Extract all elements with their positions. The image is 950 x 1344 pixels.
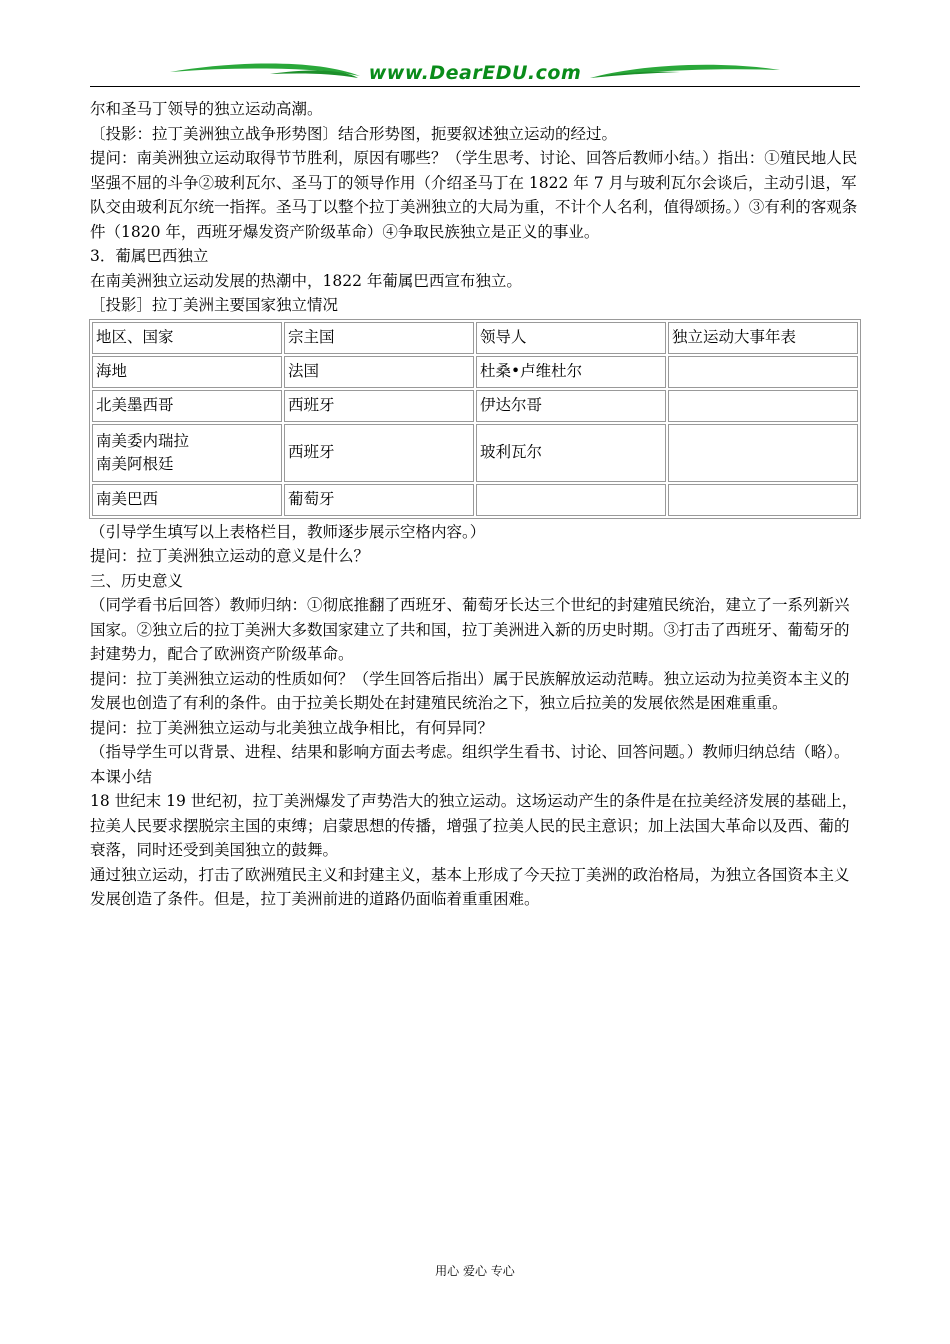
section-heading: 3．葡属巴西独立 [90, 247, 209, 265]
table-row [92, 390, 858, 422]
paragraph: 〔投影：拉丁美洲独立战争形势图〕结合形势图，扼要叙述独立运动的经过。 [90, 124, 618, 143]
independence-table [89, 319, 861, 519]
paragraph: 18 世纪末 19 世纪初，拉丁美洲爆发了声势浩大的独立运动。这场运动产生的条件是在拉美经济发展的基础上，拉美人民要求摆脱宗主国的束缚；启蒙思想的传播，增强了拉美人民的民主意识；加上法国大革命以及西、葡的衰落，同时还受到美国独立的鼓舞。 [90, 792, 858, 859]
paragraph: 提问：拉丁美洲独立运动的性质如何？（学生回答后指出）属于民族解放运动范畴。独立运动为拉美资本主义的发展也创造了有利的条件。由于拉美长期处在封建殖民统治之下，独立后拉美的发展依然是困难重重。 [90, 669, 850, 712]
cell-region: 南美巴西 [92, 484, 282, 516]
cell-events [668, 424, 858, 482]
table-row [92, 484, 858, 516]
page-footer: 用心 爱心 专心 [435, 1264, 515, 1278]
table-row [92, 356, 858, 388]
paragraph: （同学看书后回答）教师归纳：①彻底推翻了西班牙、葡萄牙长达三个世纪的封建殖民统治，建立了一系列新兴国家。②独立后的拉丁美洲大多数国家建立了共和国，拉丁美洲进入新的历史时期。③打击了西班牙、葡萄牙的封建势力，配合了欧洲资产阶级革命。 [90, 596, 850, 663]
cell-leader: 玻利瓦尔 [476, 424, 666, 482]
section-heading: 三、历史意义 [90, 571, 184, 590]
cell-region: 北美墨西哥 [92, 390, 282, 422]
paragraph: 提问：拉丁美洲独立运动与北美独立战争相比，有何异同？ [90, 718, 494, 737]
header-rule [90, 86, 860, 87]
column-header: 独立运动大事年表 [668, 322, 858, 354]
column-header: 宗主国 [284, 322, 474, 354]
paragraph: 提问：南美洲独立运动取得节节胜利，原因有哪些？（学生思考、讨论、回答后教师小结。）指出：①殖民地人民坚强不屈的斗争②玻利瓦尔、圣马丁的领导作用（介绍圣马丁在 1822 年 7 月与玻利瓦尔会谈后，主动引退，军队交由玻利瓦尔统一指挥。圣马丁以整个拉丁美洲独立的大局为重，不计个人名利，值得颂扬。）③有利的客观条件（1820 年，西班牙爆发资产阶级革命）④争取民族独立是正义的事业。 [90, 149, 858, 241]
cell-leader: 伊达尔哥 [476, 390, 666, 422]
section-heading: 本课小结 [90, 767, 153, 786]
header-site-name: www.DearEDU.com [368, 62, 582, 84]
paragraph: 提问：拉丁美洲独立运动的意义是什么？ [90, 547, 370, 565]
cell-region: 海地 [92, 356, 282, 388]
paragraph: （指导学生可以背景、进程、结果和影响方面去考虑。组织学生看书、讨论、回答问题。）教师归纳总结（略）。 [90, 743, 850, 761]
cell-suzerain: 西班牙 [284, 390, 474, 422]
document-body [90, 97, 862, 912]
paragraph: 在南美洲独立运动发展的热潮中，1822 年葡属巴西宣布独立。 [90, 271, 522, 290]
table-row [92, 424, 858, 482]
region-line: 南美阿根廷 [96, 454, 174, 473]
column-header: 领导人 [476, 322, 666, 354]
paragraph: 尔和圣马丁领导的独立运动高潮。 [90, 100, 323, 118]
column-header: 地区、国家 [92, 322, 282, 354]
cell-events [668, 484, 858, 516]
cell-events [668, 390, 858, 422]
cell-suzerain: 法国 [284, 356, 474, 388]
table-header-row [92, 322, 858, 354]
paragraph: 通过独立运动，打击了欧洲殖民主义和封建主义，基本上形成了今天拉丁美洲的政治格局，为独立各国资本主义发展创造了条件。但是，拉丁美洲前进的道路仍面临着重重困难。 [90, 865, 850, 908]
cell-events [668, 356, 858, 388]
table-caption: ［投影］拉丁美洲主要国家独立情况 [90, 296, 339, 314]
cell-leader: 杜桑•卢维杜尔 [476, 356, 666, 388]
cell-region [92, 424, 282, 482]
cell-leader [476, 484, 666, 516]
paragraph: （引导学生填写以上表格栏目，教师逐步展示空格内容。） [90, 522, 486, 541]
page-header [90, 58, 860, 88]
cell-suzerain: 西班牙 [284, 424, 474, 482]
cell-suzerain: 葡萄牙 [284, 484, 474, 516]
region-line: 南美委内瑞拉 [96, 431, 190, 450]
